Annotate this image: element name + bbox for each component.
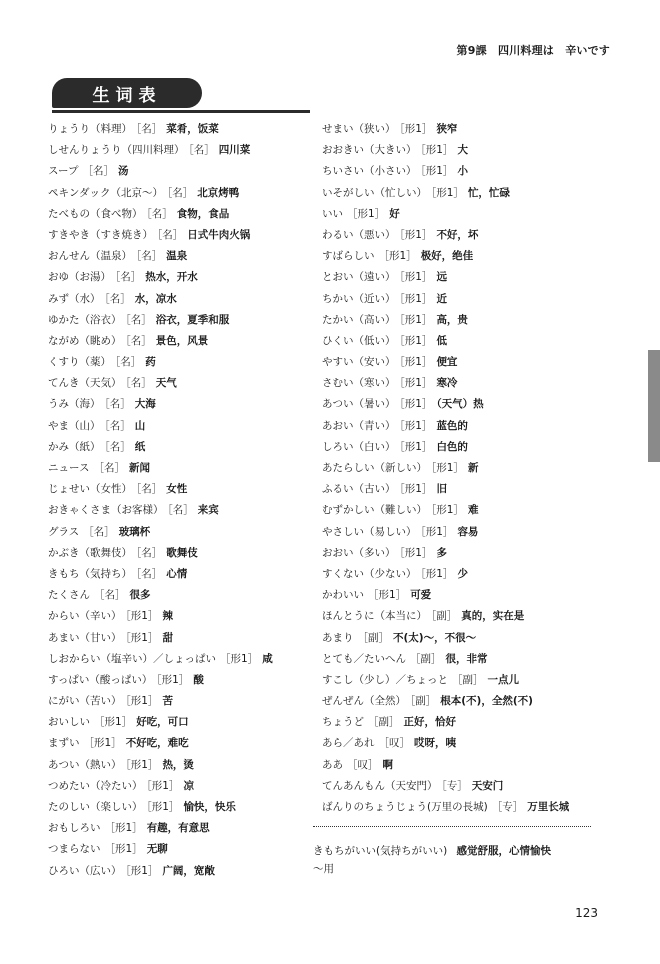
entry-word: からい（辛い） [48, 610, 122, 623]
vocab-entry [322, 225, 622, 246]
entry-meaning: 愉快，快乐 [183, 801, 236, 813]
vocab-entry [48, 225, 316, 246]
entry-meaning: 汤 [117, 165, 129, 178]
vocab-entry [322, 394, 622, 415]
entry-word: いい [322, 207, 343, 220]
entry-part-of-speech: ［名］ [125, 313, 152, 326]
entry-word: くすり（薬） [48, 356, 111, 369]
entry-part-of-speech: ［叹］ [378, 737, 410, 750]
entry-word: ひくい（低い） [322, 334, 396, 347]
entry-part-of-speech: ［名］ [136, 483, 163, 496]
vocab-entry [322, 267, 622, 288]
entry-part-of-speech: ［形1］ [420, 567, 454, 580]
entry-word: てんあんもん（天安門） [322, 779, 438, 792]
entry-word: グラス [48, 525, 80, 538]
entry-word: おもしろい [48, 822, 101, 835]
entry-word: かわいい [322, 589, 364, 602]
entry-part-of-speech: ［形1］ [420, 525, 454, 538]
entry-meaning: 天气 [155, 377, 177, 390]
entry-word: にがい（苦い） [48, 695, 122, 708]
entry-part-of-speech: ［名］ [93, 462, 125, 474]
entry-part-of-speech: ［名］ [125, 334, 152, 347]
entry-word: やま（山） [48, 419, 101, 432]
entry-meaning: 小 [457, 165, 468, 178]
entry-word: すきやき（すき焼き） [48, 228, 153, 241]
entry-part-of-speech: ［形1］ [399, 334, 433, 347]
entry-word: すこし（少し）／ちょっと [322, 673, 448, 686]
vocab-entry [322, 543, 622, 564]
entry-word: スープ [48, 165, 79, 178]
entry-word: あら／あれ [322, 737, 375, 750]
entry-word: ちいさい（小さい） [322, 165, 417, 178]
entry-meaning: 山 [134, 419, 146, 432]
entry-meaning: 蓝色的 [436, 419, 468, 432]
entry-meaning: 食物，食品 [176, 207, 230, 220]
vocab-entry [322, 373, 622, 394]
vocab-entry [322, 204, 622, 225]
entry-part-of-speech: ［形1］ [125, 610, 159, 623]
entry-word: ながめ（眺め） [48, 334, 122, 347]
vocab-entry [322, 649, 622, 670]
vocab-entry [322, 246, 622, 267]
vocab-entry [48, 543, 316, 564]
vocab-entry [48, 331, 316, 352]
entry-part-of-speech: ［名］ [104, 419, 131, 432]
entry-word: あまい（甘い） [48, 631, 122, 644]
vocab-entry [322, 691, 622, 712]
vocab-entry [48, 479, 316, 500]
entry-part-of-speech: ［形1］ [220, 652, 259, 665]
entry-meaning: 广阔，宽敞 [162, 864, 215, 877]
entry-word: しろい（白い） [322, 440, 396, 453]
vocab-entry [48, 691, 316, 712]
entry-part-of-speech: ［形1］ [399, 313, 433, 326]
entry-meaning: 新闻 [128, 462, 150, 474]
entry-part-of-speech: ［形1］ [347, 207, 386, 220]
entry-meaning: 甜 [162, 631, 173, 644]
vocab-entry [322, 755, 622, 776]
entry-part-of-speech: ［形1］ [146, 801, 180, 813]
entry-word: ばんりのちょうじょう(万里の長城) [322, 801, 488, 813]
dotted-separator [313, 826, 591, 827]
entry-part-of-speech: ［形1］ [399, 440, 433, 453]
entry-meaning: 感觉舒服，心情愉快 [456, 845, 552, 857]
vocab-entry [322, 670, 622, 691]
entry-meaning: 万里长城 [527, 801, 570, 813]
entry-word: すばらしい [322, 250, 375, 263]
entry-meaning: 有趣，有意思 [146, 822, 210, 835]
vocab-entry [48, 628, 316, 649]
entry-meaning: 哎呀，咦 [414, 737, 456, 750]
entry-word: まずい [48, 737, 80, 750]
entry-part-of-speech: ［名］ [136, 250, 163, 263]
supplementary-entry [313, 842, 613, 878]
entry-word: ふるい（古い） [322, 483, 396, 496]
entry-word: つまらない [48, 843, 101, 856]
entry-part-of-speech: ［形1］ [104, 843, 143, 856]
entry-part-of-speech: ［形1］ [146, 779, 180, 792]
vocab-entry [322, 776, 622, 797]
entry-meaning: 浴衣，夏季和服 [155, 313, 230, 326]
entry-part-of-speech: ［形1］ [420, 144, 454, 157]
entry-part-of-speech: ［名］ [167, 504, 194, 517]
entry-meaning: 容易 [457, 525, 479, 538]
entry-part-of-speech: ［名］ [104, 292, 131, 305]
entry-meaning: 日式牛肉火锅 [187, 228, 251, 241]
entry-meaning: 忙，忙碌 [467, 186, 510, 199]
entry-part-of-speech: ［形1］ [83, 737, 122, 750]
vocab-entry [322, 733, 622, 754]
entry-meaning: 歌舞伎 [166, 546, 198, 559]
vocab-entry [48, 606, 316, 627]
vocab-entry [48, 373, 316, 394]
entry-meaning: 水，凉水 [134, 292, 177, 305]
entry-meaning: 热，烫 [162, 758, 194, 771]
entry-part-of-speech: ［形1］ [399, 292, 433, 305]
entry-meaning: 大 [457, 144, 468, 157]
entry-word: ひろい（広い） [48, 864, 122, 877]
entry-word: てんき（天気） [48, 377, 122, 390]
entry-part-of-speech: ［形1］ [399, 398, 433, 411]
entry-word: おおきい（大きい） [322, 144, 417, 157]
entry-word: おきゃくさま（お客様） [48, 504, 164, 517]
entry-word: おゆ（お湯） [48, 271, 111, 284]
entry-meaning: 真的，实在是 [461, 610, 525, 623]
entry-continuation: ～用 [313, 863, 334, 875]
entry-part-of-speech: ［名］ [115, 271, 142, 284]
vocab-entry [322, 458, 622, 479]
entry-word: みず（水） [48, 292, 101, 305]
vocab-entry [48, 161, 316, 182]
entry-word: ゆかた（浴衣） [48, 313, 122, 326]
entry-word: きもち（気持ち） [48, 567, 132, 580]
entry-meaning: 低 [436, 334, 447, 347]
vocab-entry [322, 183, 622, 204]
vocab-entry [48, 670, 316, 691]
entry-meaning: 便宜 [436, 356, 458, 369]
vocab-entry [48, 183, 316, 204]
entry-part-of-speech: ［名］ [136, 546, 163, 559]
vocab-entry [48, 352, 316, 373]
entry-word: あつい（暑い） [322, 398, 396, 411]
entry-word: おいしい [48, 716, 90, 729]
vocab-entry [48, 861, 316, 882]
entry-part-of-speech: ［形1］ [399, 377, 433, 390]
entry-word: ちかい（近い） [322, 292, 396, 305]
entry-part-of-speech: ［形1］ [378, 250, 417, 263]
entry-part-of-speech: ［形1］ [125, 695, 159, 708]
entry-meaning: 好 [389, 207, 400, 220]
vocab-entry [322, 331, 622, 352]
entry-word: うみ（海） [48, 398, 101, 411]
vocab-entry [322, 500, 622, 521]
entry-meaning: 来宾 [197, 504, 219, 517]
entry-word: ニュース [48, 462, 90, 474]
entry-word: たのしい（楽しい） [48, 801, 143, 813]
entry-meaning: 白色的 [436, 440, 468, 453]
entry-part-of-speech: ［形1］ [399, 123, 433, 135]
entry-part-of-speech: ［形1］ [431, 462, 464, 474]
entry-word: つめたい（冷たい） [48, 779, 143, 792]
vocabulary-right-column [322, 119, 622, 818]
entry-word: かぶき（歌舞伎） [48, 546, 132, 559]
entry-word: おんせん（温泉） [48, 250, 132, 263]
entry-word: あたらしい（新しい） [322, 462, 427, 474]
entry-meaning: （天气）热 [436, 398, 484, 411]
entry-meaning: 酸 [193, 673, 204, 686]
entry-part-of-speech: ［形1］ [399, 271, 433, 284]
vocab-entry [48, 585, 316, 606]
entry-part-of-speech: ［形1］ [431, 186, 464, 199]
vocab-entry [322, 310, 622, 331]
entry-meaning: 凉 [183, 779, 194, 792]
entry-part-of-speech: ［名］ [136, 567, 163, 580]
entry-meaning: 药 [145, 356, 156, 369]
vocab-entry [322, 606, 622, 627]
entry-part-of-speech: ［名］ [82, 165, 114, 178]
entry-meaning: 高，贵 [436, 313, 468, 326]
entry-part-of-speech: ［名］ [188, 144, 215, 157]
entry-part-of-speech: ［专］ [441, 779, 468, 792]
vocab-entry [322, 797, 622, 818]
entry-word: すっぱい（酸っぱい） [48, 673, 153, 686]
vocabulary-left-column [48, 119, 316, 882]
entry-word: とても／たいへん [322, 652, 406, 665]
entry-word: ペキンダック（北京～） [48, 186, 163, 199]
entry-meaning: 多 [436, 546, 447, 559]
entry-meaning: 辣 [162, 610, 173, 623]
entry-meaning: 纸 [134, 440, 146, 453]
entry-meaning: 近 [436, 292, 447, 305]
entry-part-of-speech: ［名］ [104, 398, 131, 411]
vocab-entry [48, 776, 316, 797]
entry-part-of-speech: ［形1］ [399, 356, 433, 369]
entry-part-of-speech: ［形1］ [420, 165, 454, 178]
vocab-entry [48, 818, 316, 839]
vocab-entry [48, 437, 316, 458]
entry-word: りょうり（料理） [48, 123, 132, 135]
entry-meaning: 可爱 [410, 589, 432, 602]
vocab-entry [322, 585, 622, 606]
vocab-entry [322, 564, 622, 585]
entry-word: わるい（悪い） [322, 228, 396, 241]
entry-word: かみ（紙） [48, 440, 101, 453]
entry-word: やさしい（易しい） [322, 525, 417, 538]
entry-meaning: 女性 [166, 483, 188, 496]
entry-part-of-speech: ［副］ [357, 631, 389, 644]
entry-part-of-speech: ［形1］ [399, 419, 433, 432]
vocab-entry [48, 246, 316, 267]
entry-word: せまい（狭い） [322, 123, 396, 135]
entry-meaning: 咸 [262, 652, 273, 665]
entry-meaning: 天安门 [471, 779, 504, 792]
entry-word: きもちがいい(気持ちがいい) [313, 845, 448, 857]
vocab-entry [48, 204, 316, 225]
entry-part-of-speech: ［名］ [166, 186, 194, 199]
vocab-entry [322, 416, 622, 437]
entry-word: ほんとうに（本当に） [322, 610, 427, 623]
entry-part-of-speech: ［形1］ [125, 864, 159, 877]
entry-word: むずかしい（難しい） [322, 504, 427, 517]
entry-part-of-speech: ［叹］ [347, 758, 379, 771]
entry-word: すくない（少ない） [322, 567, 417, 580]
entry-word: たべもの（食べ物） [48, 207, 143, 220]
entry-word: とおい（遠い） [322, 271, 396, 284]
entry-meaning: 好吃，可口 [136, 716, 189, 729]
entry-word: しせんりょうり（四川料理） [48, 144, 185, 157]
entry-meaning: 热水，开水 [145, 271, 198, 284]
entry-part-of-speech: ［名］ [94, 589, 126, 602]
vocab-entry [48, 839, 316, 860]
vocab-entry [48, 119, 316, 140]
entry-part-of-speech: ［名］ [146, 207, 173, 220]
entry-part-of-speech: ［名］ [115, 356, 142, 369]
entry-meaning: 无聊 [146, 843, 168, 856]
entry-meaning: 温泉 [166, 250, 188, 263]
vocab-entry [48, 140, 316, 161]
entry-part-of-speech: ［形1］ [399, 228, 433, 241]
vocab-entry [322, 437, 622, 458]
entry-part-of-speech: ［副］ [410, 695, 437, 708]
entry-part-of-speech: ［专］ [491, 801, 524, 813]
entry-part-of-speech: ［形1］ [399, 483, 433, 496]
entry-word: しおからい（塩辛い）／しょっぱい [48, 652, 216, 665]
entry-part-of-speech: ［名］ [83, 525, 115, 538]
vocab-entry [322, 352, 622, 373]
entry-meaning: 心情 [166, 567, 188, 580]
entry-part-of-speech: ［副］ [410, 652, 442, 665]
chapter-side-tab [648, 350, 660, 462]
entry-meaning: 玻璃杯 [118, 525, 151, 538]
entry-word: ちょうど [322, 716, 364, 729]
entry-part-of-speech: ［形1］ [125, 631, 159, 644]
vocab-entry [322, 522, 622, 543]
vocab-entry [322, 712, 622, 733]
vocab-entry [48, 733, 316, 754]
entry-meaning: 寒冷 [436, 377, 458, 390]
entry-word: やすい（安い） [322, 356, 396, 369]
entry-part-of-speech: ［名］ [104, 440, 131, 453]
entry-word: あおい（青い） [322, 419, 396, 432]
entry-word: ああ [322, 758, 343, 771]
vocab-entry [48, 394, 316, 415]
entry-meaning: 狭窄 [436, 123, 458, 135]
entry-part-of-speech: ［副］ [368, 716, 400, 729]
entry-meaning: 很，非常 [445, 652, 488, 665]
entry-word: さむい（寒い） [322, 377, 396, 390]
vocab-entry [48, 564, 316, 585]
entry-word: たかい（高い） [322, 313, 396, 326]
entry-meaning: 苦 [162, 695, 173, 708]
entry-word: じょせい（女性） [48, 483, 132, 496]
entry-part-of-speech: ［形1］ [104, 822, 143, 835]
vocab-entry [48, 458, 316, 479]
page-header: 第9課 四川料理は 辛いです [456, 44, 610, 57]
page-number: 123 [575, 906, 598, 920]
vocab-entry [322, 479, 622, 500]
entry-meaning: 北京烤鸭 [197, 186, 240, 199]
vocab-entry [48, 289, 316, 310]
entry-part-of-speech: ［形1］ [399, 546, 433, 559]
entry-meaning: 很多 [129, 589, 151, 602]
entry-meaning: 一点儿 [487, 673, 519, 686]
vocab-entry [48, 416, 316, 437]
entry-meaning: 远 [436, 271, 447, 284]
entry-word: いそがしい（忙しい） [322, 186, 427, 199]
entry-part-of-speech: ［形1］ [94, 716, 133, 729]
vocab-entry [322, 119, 622, 140]
vocab-entry [322, 289, 622, 310]
vocab-entry [48, 797, 316, 818]
title-underline [52, 110, 310, 113]
vocabulary-title: 生词表 [52, 78, 202, 108]
vocab-entry [48, 755, 316, 776]
entry-meaning: 不好吃，难吃 [125, 737, 189, 750]
vocab-entry [48, 712, 316, 733]
entry-word: あまり [322, 631, 354, 644]
entry-meaning: 正好，恰好 [403, 716, 456, 729]
entry-meaning: 大海 [134, 398, 156, 411]
entry-meaning: 不好，坏 [436, 228, 479, 241]
entry-part-of-speech: ［名］ [157, 228, 184, 241]
entry-meaning: 极好，绝佳 [420, 250, 474, 263]
entry-meaning: 不(太)～，不很～ [393, 631, 477, 644]
vocab-entry [48, 649, 316, 670]
vocab-entry [48, 267, 316, 288]
entry-word: あつい（熱い） [48, 758, 122, 771]
entry-meaning: 旧 [436, 483, 447, 496]
entry-part-of-speech: ［形1］ [368, 589, 407, 602]
entry-word: たくさん [48, 589, 90, 602]
vocab-entry [48, 310, 316, 331]
entry-part-of-speech: ［名］ [125, 377, 152, 390]
entry-part-of-speech: ［形1］ [431, 504, 464, 517]
entry-part-of-speech: ［形1］ [156, 673, 190, 686]
entry-meaning: 新 [467, 462, 479, 474]
entry-meaning: 景色，风景 [155, 334, 209, 347]
entry-meaning: 少 [457, 567, 468, 580]
vocab-entry [48, 522, 316, 543]
entry-part-of-speech: ［名］ [136, 123, 163, 135]
entry-part-of-speech: ［形1］ [125, 758, 159, 771]
entry-word: おおい（多い） [322, 546, 396, 559]
vocab-entry [48, 500, 316, 521]
entry-word: ぜんぜん（全然） [322, 695, 406, 708]
entry-meaning: 啊 [382, 758, 393, 771]
entry-part-of-speech: ［副］ [452, 673, 484, 686]
entry-part-of-speech: ［副］ [431, 610, 458, 623]
entry-meaning: 菜肴，饭菜 [166, 123, 219, 135]
vocab-entry [322, 628, 622, 649]
entry-meaning: 难 [467, 504, 479, 517]
vocab-entry [322, 140, 622, 161]
entry-meaning: 根本(不)，全然(不) [440, 695, 533, 708]
vocab-entry [322, 161, 622, 182]
entry-meaning: 四川菜 [218, 144, 251, 157]
